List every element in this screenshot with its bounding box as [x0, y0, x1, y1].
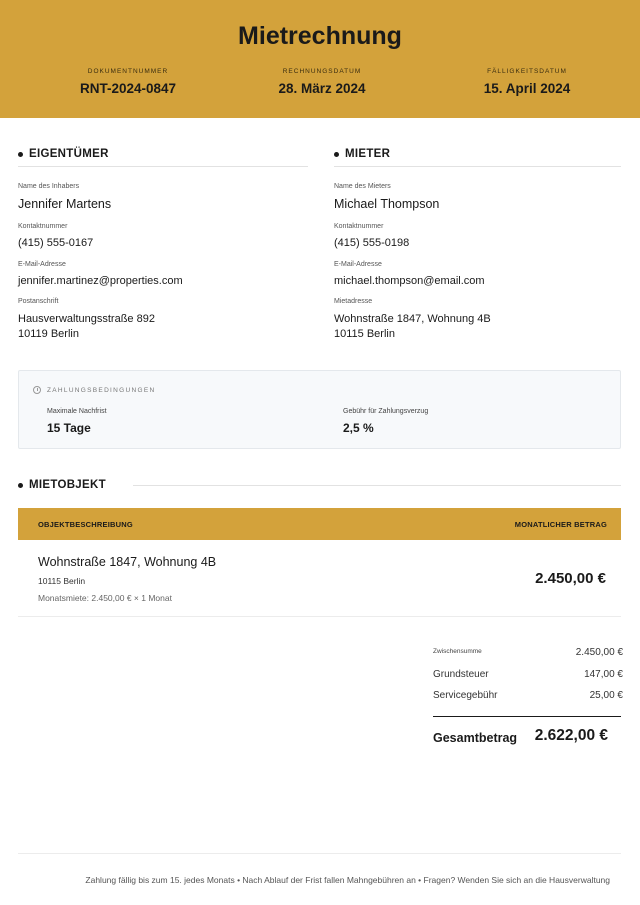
owner-address-label: Postanschrift: [18, 298, 59, 305]
col-description-header: OBJEKTBESCHREIBUNG: [38, 520, 133, 529]
page-title: Mietrechnung: [238, 22, 402, 50]
subtotal-value: 2.450,00 €: [575, 647, 623, 658]
property-divider: [133, 485, 621, 486]
payment-terms-heading-text: ZAHLUNGSBEDINGUNGEN: [47, 386, 156, 394]
owner-heading: [18, 148, 109, 160]
property-table-header: [18, 508, 621, 540]
due-date-block: [432, 68, 622, 96]
bullet-icon: [334, 152, 339, 157]
owner-phone-label: Kontaktnummer: [18, 223, 68, 230]
owner-address-line2: 10119 Berlin: [18, 328, 79, 340]
property-heading: [18, 479, 106, 491]
tenant-phone: (415) 555-0198: [334, 237, 410, 249]
payment-terms-heading: [33, 386, 156, 394]
total-label: Gesamtbetrag: [433, 731, 518, 745]
tenant-name-label: Name des Mieters: [334, 183, 391, 190]
doc-number-block: [48, 68, 208, 96]
total-divider: [433, 716, 621, 717]
tenant-heading-text: MIETER: [345, 148, 391, 160]
tenant-address-line2: 10115 Berlin: [334, 328, 395, 340]
col-amount-header: MONATLICHER BETRAG: [514, 520, 607, 529]
owner-phone: (415) 555-0167: [18, 237, 94, 249]
late-fee-label: Gebühr für Zahlungsverzug: [343, 408, 429, 415]
item-title: Wohnstraße 1847, Wohnung 4B: [38, 555, 217, 569]
invoice-date-label: RECHNUNGSDATUM: [282, 68, 362, 75]
footer-divider: [18, 853, 621, 854]
service-fee-label: Servicegebühr: [433, 690, 498, 701]
doc-number-value: RNT-2024-0847: [79, 81, 177, 96]
item-note: Monatsmiete: 2.450,00 € × 1 Monat: [38, 593, 172, 603]
late-fee-value: 2,5 %: [343, 421, 374, 435]
clock-icon: [33, 386, 41, 394]
invoice-header: [0, 0, 640, 118]
due-date-label: FÄLLIGKEITSDATUM: [487, 68, 567, 75]
owner-name-label: Name des Inhabers: [18, 183, 80, 190]
total-value: 2.622,00 €: [534, 727, 608, 744]
bullet-icon: [18, 152, 23, 157]
item-city: 10115 Berlin: [38, 576, 86, 586]
doc-number-label: DOKUMENTNUMMER: [87, 68, 169, 75]
tenant-email: michael.thompson@email.com: [334, 275, 485, 287]
owner-email-label: E-Mail-Adresse: [18, 261, 66, 268]
tenant-phone-label: Kontaktnummer: [334, 223, 384, 230]
payment-terms-box: [18, 370, 621, 449]
item-amount: 2.450,00 €: [535, 570, 606, 587]
tenant-address-line1: Wohnstraße 1847, Wohnung 4B: [334, 313, 491, 325]
tenant-email-label: E-Mail-Adresse: [334, 261, 382, 268]
grace-period-value: 15 Tage: [47, 421, 91, 435]
tax-label: Grundsteuer: [433, 669, 489, 680]
tenant-name: Michael Thompson: [334, 197, 440, 211]
owner-email: jennifer.martinez@properties.com: [18, 275, 183, 287]
owner-divider: [18, 166, 308, 167]
tenant-divider: [334, 166, 621, 167]
row-divider: [18, 616, 621, 617]
due-date-value: 15. April 2024: [483, 81, 571, 96]
subtotal-label: Zwischensumme: [433, 648, 482, 655]
owner-heading-text: EIGENTÜMER: [29, 148, 109, 160]
service-fee-value: 25,00 €: [589, 690, 623, 701]
tenant-heading: [334, 148, 390, 160]
bullet-icon: [18, 483, 23, 488]
grace-period-label: Maximale Nachfrist: [47, 408, 107, 415]
footer-note: Zahlung fällig bis zum 15. jedes Monats • Nach Ablauf der Frist fallen Mahngebühren an • Fragen? Wenden Sie sich an die Hausverwaltung: [85, 875, 610, 885]
owner-address-line1: Hausverwaltungsstraße 892: [18, 313, 155, 325]
owner-name: Jennifer Martens: [18, 197, 112, 211]
invoice-date-value: 28. März 2024: [278, 81, 366, 96]
property-heading-text: MIETOBJEKT: [29, 479, 106, 491]
tenant-address-label: Mietadresse: [334, 298, 373, 305]
invoice-date-block: [236, 68, 408, 96]
tax-value: 147,00 €: [584, 669, 623, 680]
